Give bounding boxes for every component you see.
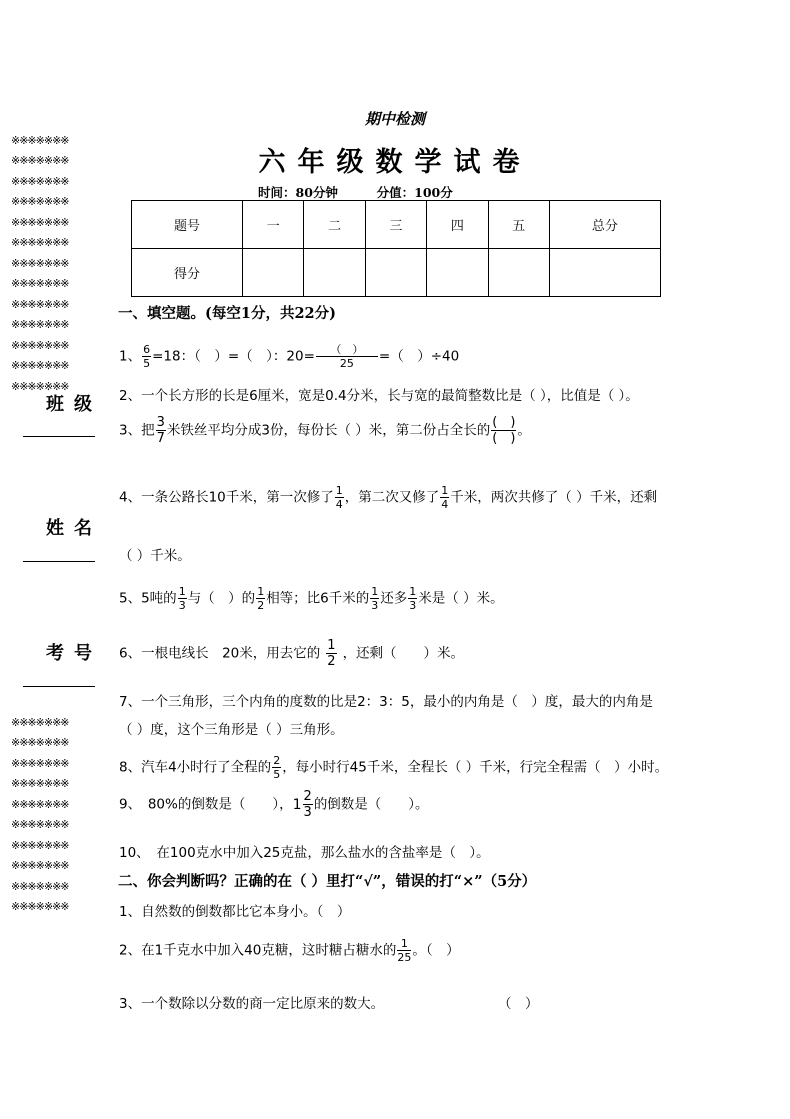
id-label: 考号	[46, 643, 102, 664]
score-col-2: 二	[304, 201, 365, 249]
stars-top: ※※※※※※※ ※※※※※※※ ※※※※※※※ ※※※※※※※ ※※※※※※※ ※※※※※※※ ※※※※※※※ ※※※※※※※ ※※※※※※※ ※※※※※※※ ※※※※※※※ ※※※※※※※ ※※※※※※※	[11, 133, 69, 393]
question-1-1: 1、 $\frac{6}{5}$ =18：（ ）=（ ）：20= $\frac{( )}{25}$ =（ ）÷40	[119, 343, 460, 370]
question-2-3-blank[interactable]: （ ）	[498, 996, 539, 1012]
question-1-4-cont: （ ）千米。	[119, 548, 191, 564]
exam-score: 分值：100分	[376, 185, 453, 200]
section2-title: 二、你会判断吗？正确的在（ ）里打“√”，错误的打“×”（5分）	[118, 873, 537, 890]
question-1-10: 10、 在100克水中加入25克盐，那么盐水的含盐率是（ ）。	[119, 845, 490, 861]
section1-title: 一、填空题。(每空1分，共22分)	[118, 305, 336, 322]
question-1-4: 4、一条公路长10千米，第一次修了 $\frac{1}{4}$ ，第二次又修了 $\frac{1}{4}$ 千米，两次共修了（ ）千米，还剩	[119, 484, 658, 511]
question-1-7: 7、一个三角形，三个内角的度数的比是2：3：5，最小的内角是（ ）度，最大的内角是	[119, 694, 653, 710]
question-2-2: 2、在1千克水中加入40克糖，这时糖占糖水的 $\frac{1}{25}$ 。（ ）	[119, 937, 460, 964]
score-col-1: 一	[243, 201, 304, 249]
stars-bottom: ※※※※※※※ ※※※※※※※ ※※※※※※※ ※※※※※※※ ※※※※※※※ ※※※※※※※ ※※※※※※※ ※※※※※※※ ※※※※※※※ ※※※※※※※	[11, 715, 69, 913]
score-col-5: 五	[488, 201, 549, 249]
question-1-8: 8、汽车4小时行了全程的 $\frac{2}{5}$ ，每小时行45千米，全程长（ ）千米，行完全程需（ ）小时。	[119, 754, 669, 781]
score-cell-2[interactable]	[304, 249, 365, 297]
exam-subtitle: 期中检测	[364, 110, 425, 128]
question-1-7-cont: （ ）度，这个三角形是（ ）三角形。	[119, 722, 344, 738]
question-1-6: 6、一根电线长 20米，用去它的 $\frac{1}{2}$ ，还剩（ ）米。	[119, 638, 465, 669]
score-cell-5[interactable]	[488, 249, 549, 297]
question-1-3: 3、把 $\frac{3}{7}$ 米铁丝平均分成3份，每份长（ ）米，第二份占全长的 $\frac{( )}{( )}$ 。	[119, 415, 531, 446]
score-header-label: 题号	[132, 201, 243, 249]
score-table-header-row	[132, 201, 661, 249]
score-row-label: 得分	[132, 249, 243, 297]
score-col-3: 三	[365, 201, 426, 249]
exam-time: 时间：80分钟	[258, 185, 338, 200]
question-1-9: 9、 80%的倒数是（ ），1 $\frac{2}{3}$ 的倒数是（ ）。	[119, 789, 429, 820]
score-col-4: 四	[427, 201, 488, 249]
class-label: 班级	[46, 394, 102, 415]
name-label: 姓名	[46, 518, 102, 539]
question-1-5: 5、5吨的 $\frac{1}{3}$ 与（ ）的 $\frac{1}{2}$ 相等；比6千米的 $\frac{1}{3}$ 还多 $\frac{1}{3}$ 米是（ ）米。	[119, 585, 504, 612]
exam-title: 六年级数学试卷	[258, 147, 532, 178]
score-cell-total[interactable]	[549, 249, 660, 297]
question-2-3: 3、一个数除以分数的商一定比原来的数大。	[119, 996, 385, 1012]
score-table-score-row	[132, 249, 661, 297]
question-2-1: 1、自然数的倒数都比它本身小。（ ）	[119, 904, 351, 920]
exam-info	[258, 183, 453, 201]
score-cell-3[interactable]	[365, 249, 426, 297]
score-table	[131, 200, 661, 297]
id-line[interactable]	[23, 686, 95, 687]
name-line[interactable]	[23, 561, 95, 562]
question-1-2: 2、一个长方形的长是6厘米，宽是0.4分米，长与宽的最简整数比是（ ），比值是（ ）。	[119, 388, 639, 404]
score-cell-1[interactable]	[243, 249, 304, 297]
score-col-total: 总分	[549, 201, 660, 249]
score-cell-4[interactable]	[427, 249, 488, 297]
class-line[interactable]	[23, 436, 95, 437]
